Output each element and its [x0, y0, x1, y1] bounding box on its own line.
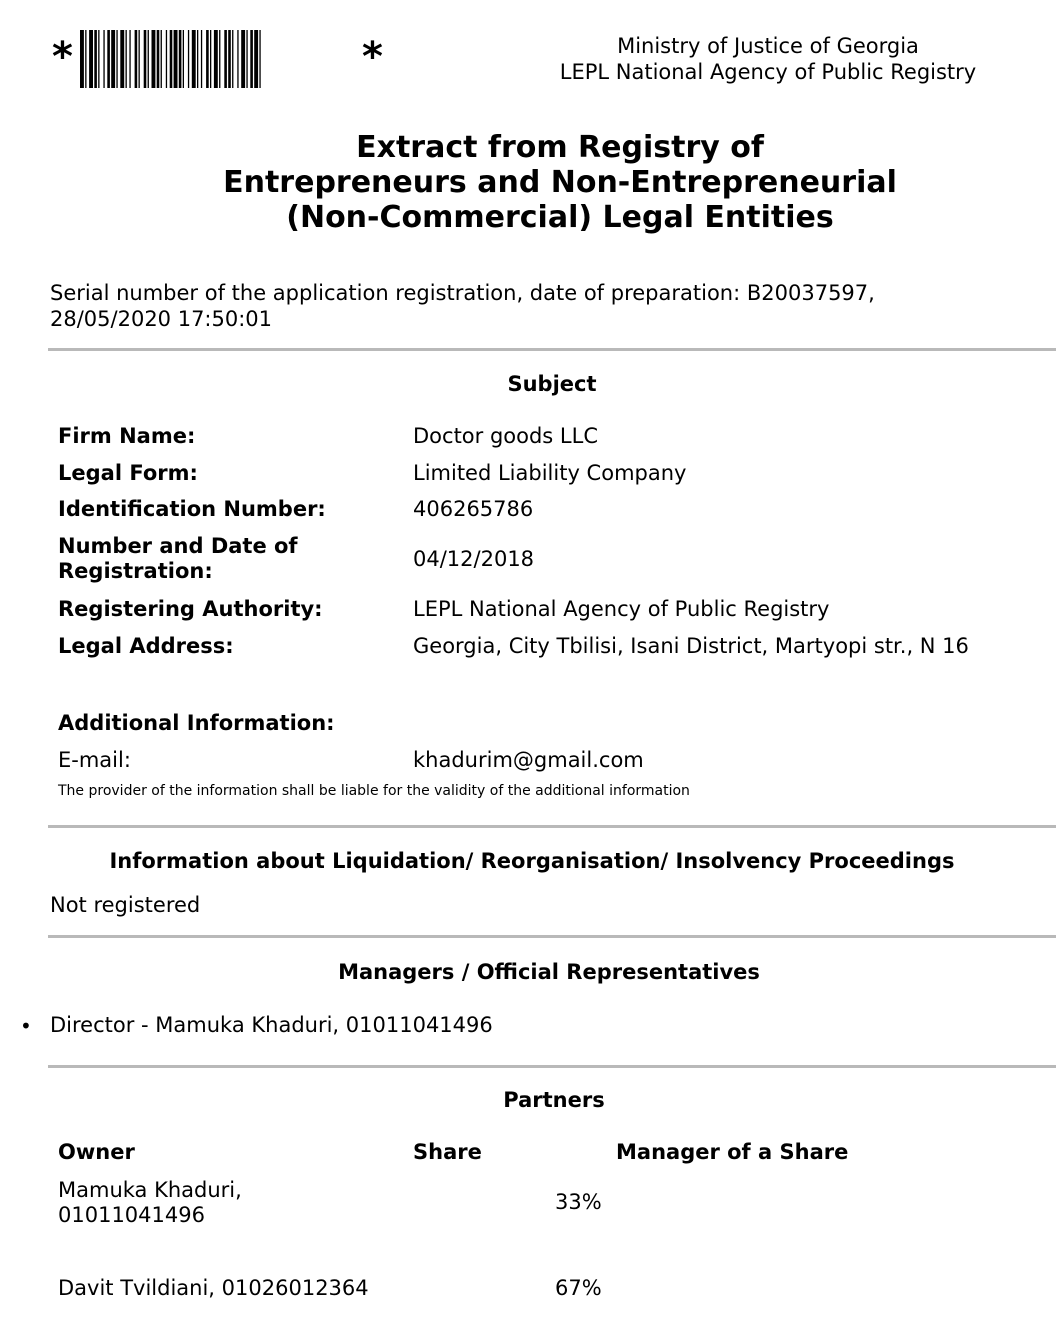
barcode-bar	[214, 30, 218, 88]
barcode-bar	[201, 30, 202, 88]
barcode-bar	[241, 30, 245, 88]
barcode-bar	[259, 30, 260, 88]
manager-item: Director - Mamuka Khaduri, 01011041496	[50, 1013, 493, 1037]
id-number-label: Identification Number:	[58, 497, 326, 521]
liquidation-status: Not registered	[50, 893, 201, 917]
firm-name-label: Firm Name:	[58, 424, 196, 448]
bullet-icon: •	[20, 1014, 32, 1038]
barcode-bar	[107, 30, 110, 88]
barcode-bar	[206, 30, 209, 88]
ministry-name: Ministry of Justice of Georgia	[617, 34, 919, 58]
id-number-value: 406265786	[413, 497, 534, 521]
column-header-owner: Owner	[58, 1140, 135, 1164]
barcode-bar	[152, 30, 156, 88]
partner-share: 33%	[555, 1190, 602, 1214]
column-header-share: Share	[413, 1140, 482, 1164]
authority-value: LEPL National Agency of Public Registry	[413, 597, 830, 621]
title-line: Entrepreneurs and Non-Entrepreneurial	[223, 165, 897, 200]
barcode-bar	[232, 30, 233, 88]
barcode-bar	[94, 30, 97, 88]
barcode-bar	[197, 30, 198, 88]
column-header-manager: Manager of a Share	[616, 1140, 849, 1164]
partners-heading: Partners	[503, 1088, 605, 1112]
registration-label	[58, 534, 298, 584]
barcode-bar	[219, 30, 220, 88]
owner-line: Mamuka Khaduri,	[58, 1178, 242, 1202]
issuer-block	[508, 33, 1028, 85]
barcode-bar	[103, 30, 104, 88]
barcode-bar	[144, 30, 147, 88]
disclaimer-note: The provider of the information shall be liable for the validity of the additional information	[58, 783, 690, 799]
barcode-bar	[254, 30, 258, 88]
serial-line: 28/05/2020 17:50:01	[50, 307, 273, 331]
firm-name-value: Doctor goods LLC	[413, 424, 598, 448]
registration-label-line: Number and Date of	[58, 534, 298, 558]
barcode-bar	[85, 30, 86, 88]
owner-line: 01011041496	[58, 1203, 205, 1227]
barcode-bar	[161, 30, 162, 88]
partner-owner	[58, 1178, 242, 1228]
barcode-bar	[139, 30, 140, 88]
legal-address-label: Legal Address:	[58, 634, 234, 658]
barcode-bar	[250, 30, 253, 88]
barcode-asterisk: *	[52, 34, 73, 80]
barcode-bar	[179, 30, 182, 88]
barcode-bar	[224, 30, 227, 88]
divider	[48, 1065, 1056, 1068]
email-value: khadurim@gmail.com	[413, 748, 644, 772]
agency-name: LEPL National Agency of Public Registry	[559, 60, 977, 84]
barcode-bar	[116, 30, 117, 88]
barcode-bar	[148, 30, 149, 88]
barcode-bar	[174, 30, 178, 88]
barcode-asterisk: *	[362, 34, 383, 80]
title-line: Extract from Registry of	[356, 130, 764, 165]
barcode-bar	[157, 30, 160, 88]
managers-heading: Managers / Official Representatives	[338, 960, 760, 984]
barcode-bar	[170, 30, 173, 88]
barcode-bar	[111, 30, 115, 88]
liquidation-heading: Information about Liquidation/ Reorganisation/ Insolvency Proceedings	[109, 849, 955, 873]
barcode-bar	[246, 30, 247, 88]
registration-date-value: 04/12/2018	[413, 547, 535, 571]
partner-owner: Davit Tvildiani, 01026012364	[58, 1276, 369, 1300]
additional-info-heading: Additional Information:	[58, 711, 335, 735]
serial-line: Serial number of the application registration, date of preparation: B20037597,	[50, 281, 875, 305]
barcode-bar	[98, 30, 99, 88]
barcode-bar	[80, 30, 84, 88]
barcode-bar	[210, 30, 211, 88]
barcode-bar	[188, 30, 189, 88]
email-label: E-mail:	[58, 748, 131, 772]
authority-label: Registering Authority:	[58, 597, 323, 621]
divider	[48, 348, 1056, 351]
partner-share: 67%	[555, 1276, 602, 1300]
divider	[48, 935, 1056, 938]
subject-heading: Subject	[507, 372, 597, 396]
barcode	[52, 30, 388, 88]
registration-label-line: Registration:	[58, 559, 213, 583]
legal-form-label: Legal Form:	[58, 461, 198, 485]
barcode-bar	[183, 30, 184, 88]
barcode-bar	[120, 30, 124, 88]
barcode-bar	[228, 30, 231, 88]
serial-info	[50, 280, 1010, 332]
barcode-bar	[89, 30, 93, 88]
barcode-bar	[129, 30, 130, 88]
barcode-bar	[192, 30, 196, 88]
legal-form-value: Limited Liability Company	[413, 461, 687, 485]
title-line: (Non-Commercial) Legal Entities	[286, 200, 834, 235]
legal-address-value: Georgia, City Tbilisi, Isani District, Martyopi str., N 16	[413, 634, 969, 658]
divider	[48, 825, 1056, 828]
barcode-bar	[126, 30, 127, 88]
barcode-bar	[166, 30, 167, 88]
document-title	[60, 130, 1056, 235]
barcode-bar	[237, 30, 238, 88]
barcode-bar	[135, 30, 138, 88]
